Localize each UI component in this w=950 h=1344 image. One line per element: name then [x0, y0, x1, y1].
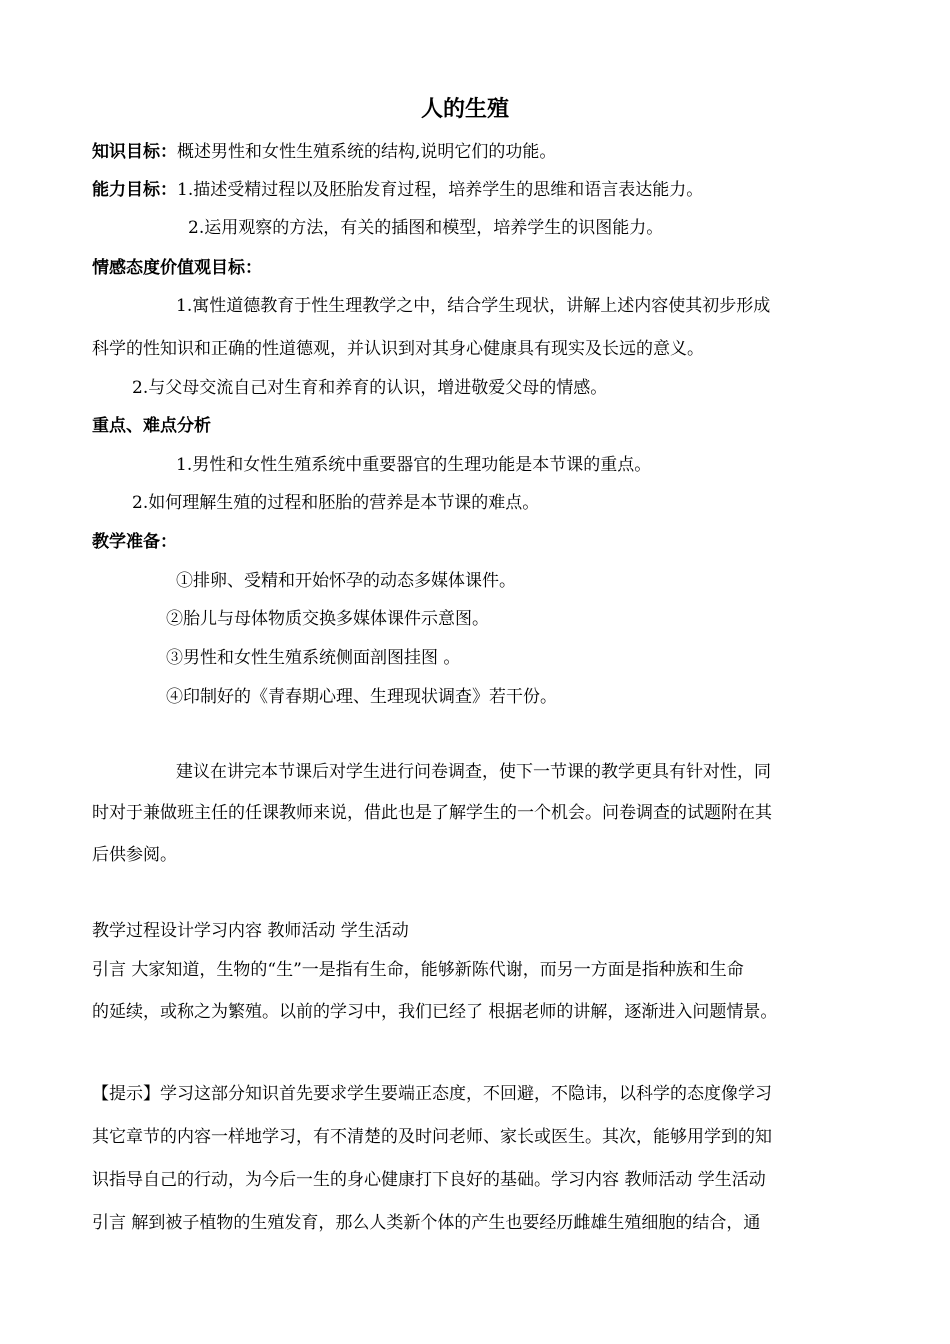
- tip-line-2: 其它章节的内容一样地学习，有不清楚的及时问老师、家长或医生。其次，能够用学到的知: [92, 1127, 772, 1147]
- tip-line-3: 识指导自己的行动，为今后一生的身心健康打下良好的基础。学习内容 教师活动 学生活动: [92, 1170, 766, 1190]
- key-points-label: 重点、难点分析: [92, 416, 211, 436]
- suggestion-line-1: 建议在讲完本节课后对学生进行问卷调查，使下一节课的教学更具有针对性，同: [176, 762, 771, 782]
- tip-line-4: 引言 解到被子植物的生殖发育，那么人类新个体的产生也要经历雌雄生殖细胞的结合，通: [92, 1213, 761, 1233]
- ability-goal-label: 能力目标：: [92, 180, 177, 200]
- preparation-item-3: ③男性和女性生殖系统侧面剖图挂图 。: [166, 648, 461, 668]
- emotion-goal-item-2: 2.与父母交流自己对生育和养育的认识，增进敬爱父母的情感。: [132, 378, 608, 398]
- process-intro-line-2: 的延续，或称之为繁殖。以前的学习中，我们已经了 根据老师的讲解，逐渐进入问题情景。: [92, 1002, 778, 1022]
- key-points-item-1: 1.男性和女性生殖系统中重要器官的生理功能是本节课的重点。: [176, 455, 652, 475]
- emotion-goal-label: 情感态度价值观目标：: [92, 258, 262, 278]
- process-intro-line-1: 引言 大家知道，生物的“生”一是指有生命，能够新陈代谢，而另一方面是指种族和生命: [92, 960, 744, 980]
- knowledge-goal-label: 知识目标：: [92, 142, 177, 162]
- knowledge-goal-text: 概述男性和女性生殖系统的结构,说明它们的功能。: [177, 142, 557, 162]
- preparation-item-2: ②胎儿与母体物质交换多媒体课件示意图。: [166, 609, 489, 629]
- suggestion-line-2: 时对于兼做班主任的任课教师来说，借此也是了解学生的一个机会。问卷调查的试题附在其: [92, 803, 772, 823]
- knowledge-goal: [92, 140, 556, 164]
- key-points-item-2: 2.如何理解生殖的过程和胚胎的营养是本节课的难点。: [132, 493, 540, 513]
- suggestion-line-3: 后供参阅。: [92, 845, 177, 865]
- emotion-goal-item-1-line-2: 科学的性知识和正确的性道德观，并认识到对其身心健康具有现实及长远的意义。: [92, 339, 704, 359]
- process-heading: 教学过程设计学习内容 教师活动 学生活动: [92, 921, 409, 941]
- ability-goal: [92, 178, 703, 202]
- preparation-item-1: ①排卵、受精和开始怀孕的动态多媒体课件。: [176, 571, 516, 591]
- tip-line-1: 【提示】学习这部分知识首先要求学生要端正态度，不回避，不隐讳，以科学的态度像学习: [92, 1084, 772, 1104]
- ability-goal-item-2: 2.运用观察的方法，有关的插图和模型，培养学生的识图能力。: [188, 218, 664, 238]
- ability-goal-item-1: 1.描述受精过程以及胚胎发育过程，培养学生的思维和语言表达能力。: [177, 180, 704, 200]
- preparation-item-4: ④印制好的《青春期心理、生理现状调查》若干份。: [166, 687, 557, 707]
- page-title: 人的生殖: [421, 97, 510, 122]
- preparation-label: 教学准备：: [92, 532, 177, 552]
- emotion-goal-item-1-line-1: 1.寓性道德教育于性生理教学之中，结合学生现状，讲解上述内容使其初步形成: [176, 296, 771, 316]
